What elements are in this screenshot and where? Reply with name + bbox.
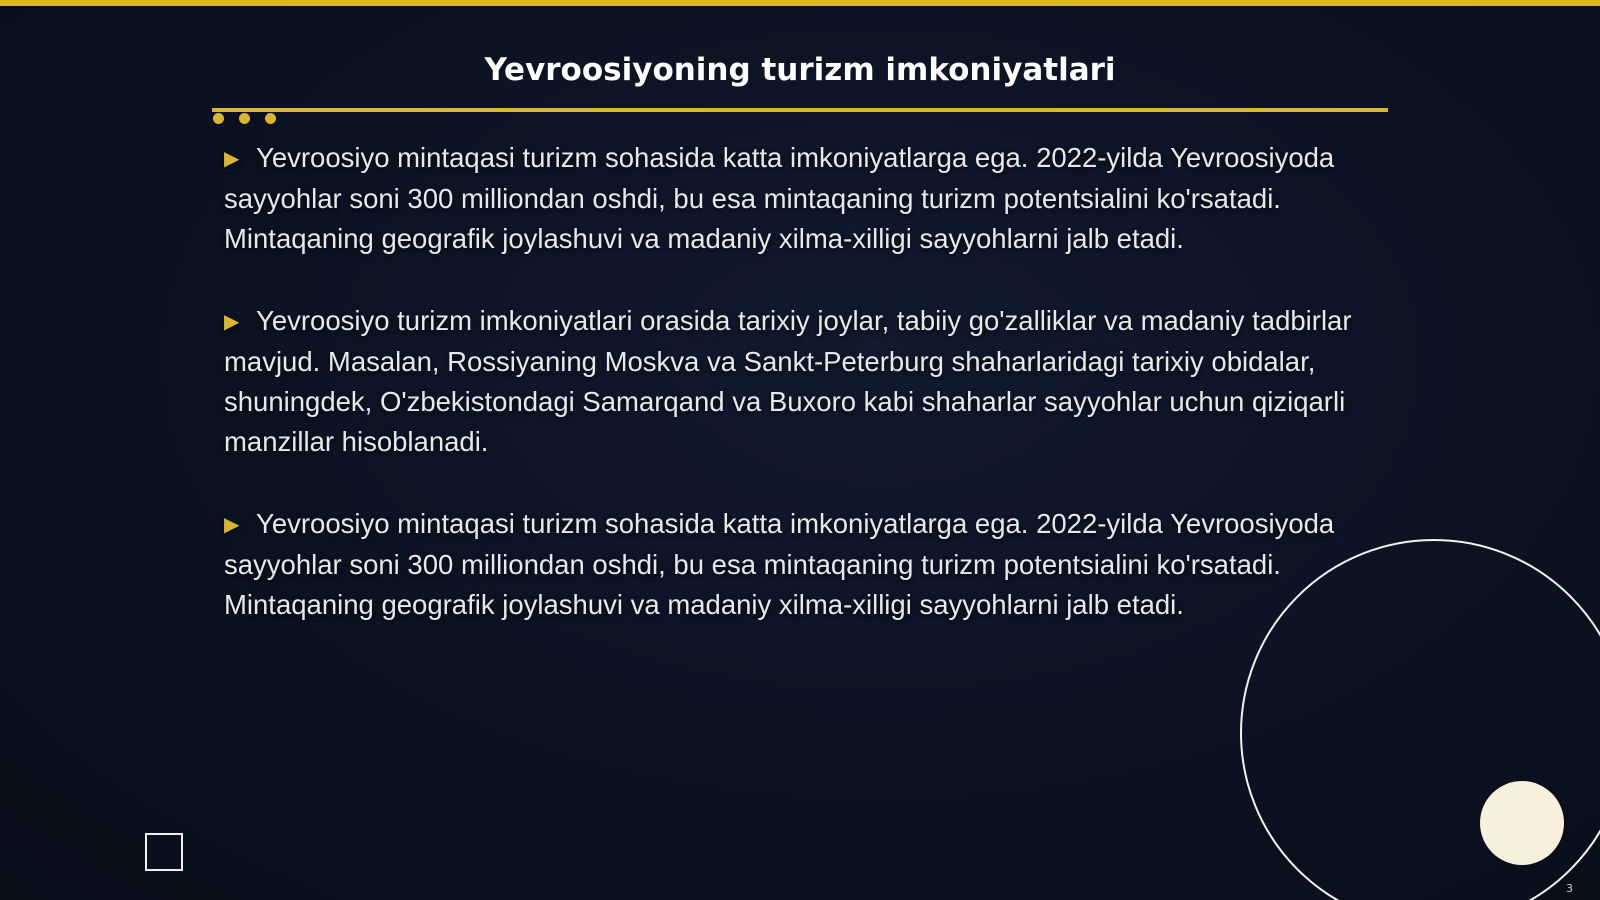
page-number: 3 (1566, 882, 1573, 895)
bullet-item (224, 504, 1374, 625)
slide-title: Yevroosiyoning turizm imkoniyatlari (484, 52, 1116, 88)
top-accent-bar (0, 0, 1600, 6)
decorative-dot (213, 113, 224, 124)
bullet-item (224, 301, 1374, 462)
arrow-bullet-icon: ▶ (224, 311, 240, 333)
decorative-circle-filled (1480, 781, 1564, 865)
bullet-item (224, 138, 1374, 259)
bullet-text: Yevroosiyo turizm imkoniyatlari orasida tarixiy joylar, tabiiy go'zalliklar va madaniy tadbirlar mavjud. Masalan, Rossiyaning Moskva va Sankt-Peterburg shaharlaridagi tarixiy obidalar, shuningdek, O'zbekistondagi Samarqand va Buxoro kabi shaharlar sayyohlar uchun qiziqarli manzillar hisoblanadi. (224, 305, 1352, 457)
bullet-text: Yevroosiyo mintaqasi turizm sohasida katta imkoniyatlarga ega. 2022-yilda Yevroosiyoda sayyohlar soni 300 milliondan oshdi, bu esa mintaqaning turizm potentsialini ko'rsatadi. Mintaqaning geografik joylashuvi va madaniy xilma-xilligi sayyohlarni jalb etadi. (224, 142, 1335, 254)
decorative-dot (265, 113, 276, 124)
decorative-dot (239, 113, 250, 124)
arrow-bullet-icon: ▶ (224, 148, 240, 170)
decorative-square-outline (145, 833, 183, 871)
title-underline (212, 108, 1388, 112)
bullet-text: Yevroosiyo mintaqasi turizm sohasida katta imkoniyatlarga ega. 2022-yilda Yevroosiyoda sayyohlar soni 300 milliondan oshdi, bu esa mintaqaning turizm potentsialini ko'rsatadi. Mintaqaning geografik joylashuvi va madaniy xilma-xilligi sayyohlarni jalb etadi. (224, 508, 1335, 620)
arrow-bullet-icon: ▶ (224, 514, 240, 536)
bullet-list (224, 138, 1374, 667)
